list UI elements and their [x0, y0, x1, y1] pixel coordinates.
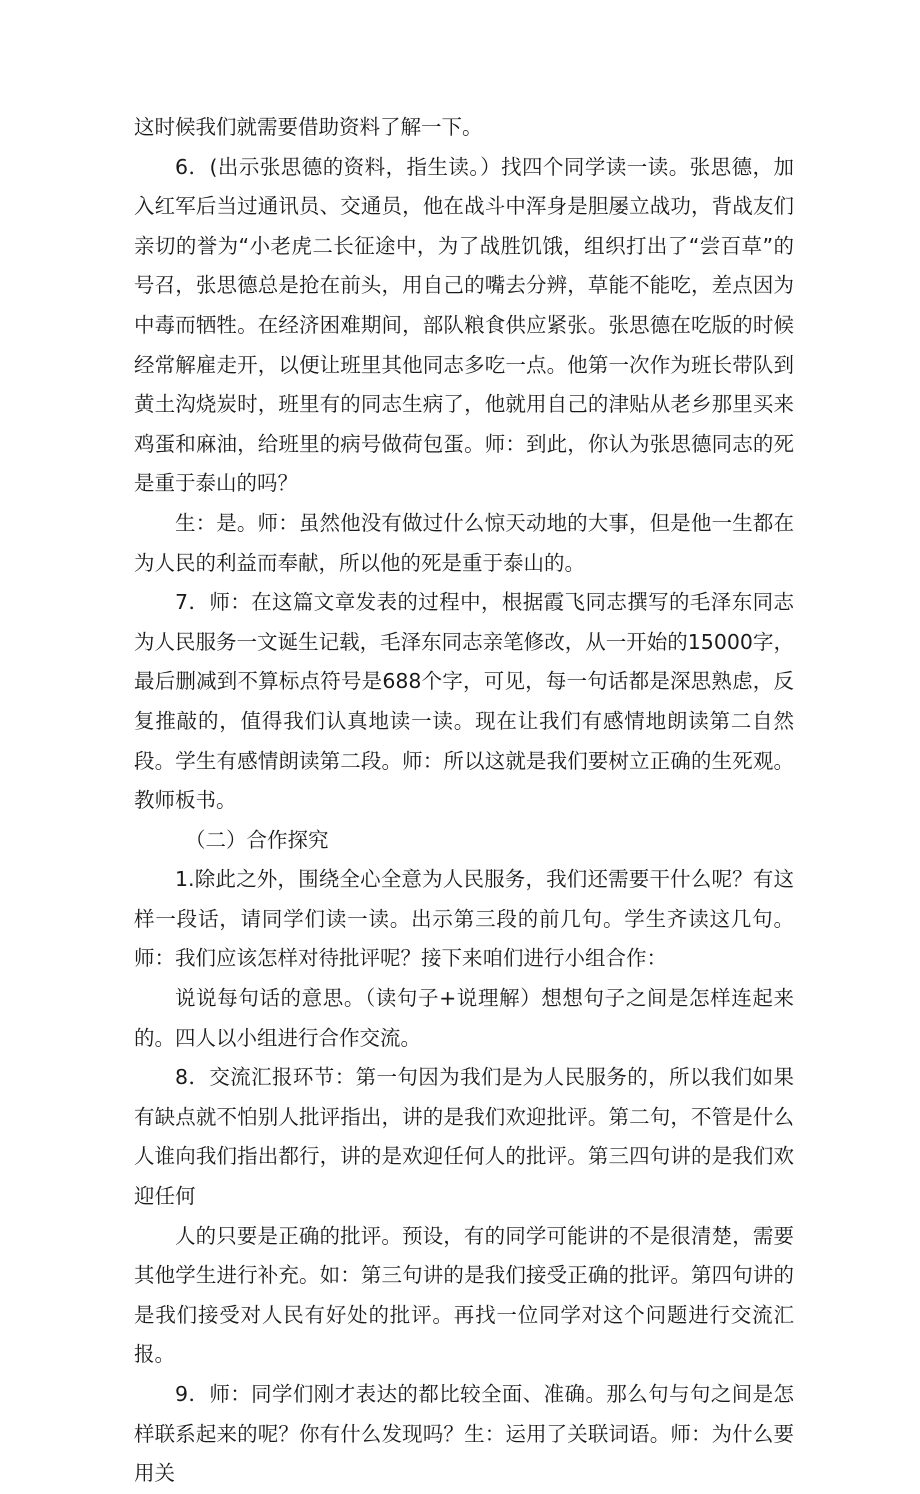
paragraph-student-answer: 生：是。师：虽然他没有做过什么惊天动地的大事，但是他一生都在为人民的利益而奉献，所以他的死是重于泰山的。 [134, 510, 794, 575]
paragraph-item-1: 1.除此之外，围绕全心全意为人民服务，我们还需要干什么呢？有这样一段话，请同学们读一读。出示第三段的前几句。学生齐读这几句。师：我们应该怎样对待批评呢？接下来咱们进行小组合作： [134, 867, 794, 971]
paragraph-item-8: 8．交流汇报环节：第一句因为我们是为人民服务的，所以我们如果有缺点就不怕别人批评指出，讲的是我们欢迎批评。第二句，不管是什么人谁向我们指出都行，讲的是欢迎任何人的批评。第三四句讲的是我们欢迎任何 [134, 1065, 794, 1209]
paragraph-item-9: 9．师：同学们刚才表达的都比较全面、准确。那么句与句之间是怎样联系起来的呢？你有什么发现吗？生：运用了关联词语。师：为什么要用关 [134, 1382, 794, 1486]
document-body [134, 108, 794, 1494]
section-heading-cooperative-inquiry: （二）合作探究 [185, 827, 329, 852]
paragraph-item-6: 6．(出示张思德的资料，指生读。）找四个同学读一读。张思德，加入红军后当过通讯员、交通员，他在战斗中浑身是胆屡立战功，背战友们亲切的誉为“小老虎二长征途中，为了战胜饥饿，组织打出了“尝百草”的号召，张思德总是抢在前头，用自己的嘴去分辨，草能不能吃，差点因为中毒而牺牲。在经济困难期间，部队粮食供应紧张。张思德在吃版的时候经常解雇走开，以便让班里其他同志多吃一点。他第一次作为班长带队到黄土沟烧炭时，班里有的同志生病了，他就用自己的津贴从老乡那里买来鸡蛋和麻油，给班里的病号做荷包蛋。师：到此，你认为张思德同志的死是重于泰山的吗？ [134, 154, 794, 496]
paragraph-item-7: 7．师：在这篇文章发表的过程中，根据霞飞同志撰写的毛泽东同志为人民服务一文诞生记载，毛泽东同志亲笔修改，从一开始的15000字，最后删减到不算标点符号是688个字，可见，每一句话都是深思熟虑，反复推敲的，值得我们认真地读一读。现在让我们有感情地朗读第二自然段。学生有感情朗读第二段。师：所以这就是我们要树立正确的生死观。教师板书。 [134, 590, 794, 813]
paragraph-item-8-continued: 人的只要是正确的批评。预设，有的同学可能讲的不是很清楚，需要其他学生进行补充。如：第三句讲的是我们接受正确的批评。第四句讲的是我们接受对人民有好处的批评。再找一位同学对这个问题进行交流汇报。 [134, 1223, 794, 1367]
paragraph-continuation: 这时候我们就需要借助资料了解一下。 [134, 115, 483, 139]
paragraph-group-task: 说说每句话的意思。（读句子+说理解）想想句子之间是怎样连起来的。四人以小组进行合作交流。 [134, 986, 794, 1050]
